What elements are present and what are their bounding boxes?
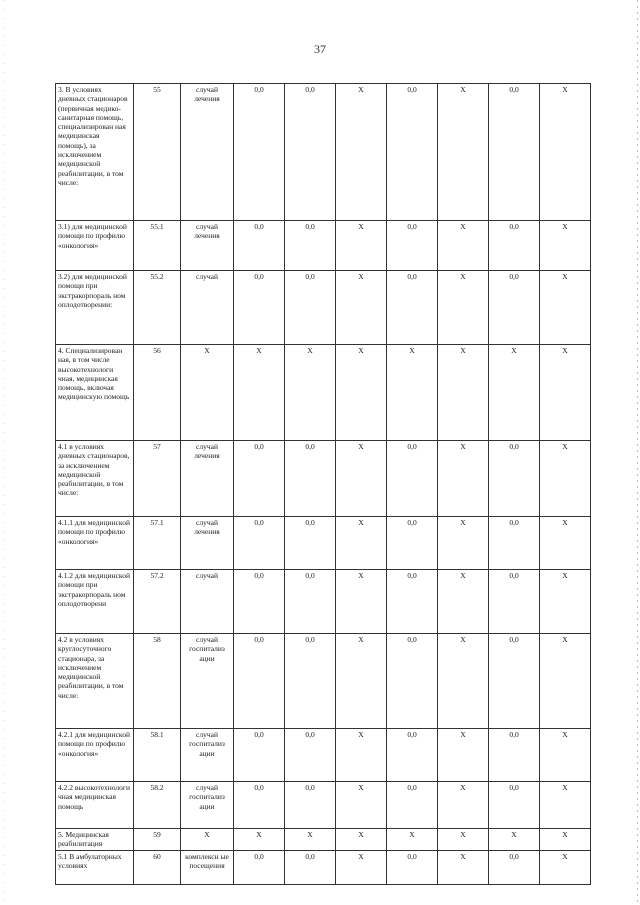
value-cell: X: [540, 345, 591, 441]
value-cell: X: [336, 517, 387, 570]
value-cell: 0,0: [387, 570, 438, 634]
row-name-cell: 3.1) для медицинской помощи по профилю «онкология»: [56, 221, 134, 271]
value-cell: 0,0: [387, 221, 438, 271]
value-cell: X: [285, 829, 336, 851]
value-cell: X: [540, 221, 591, 271]
unit-cell: случай лечения: [181, 517, 234, 570]
value-cell: X: [336, 850, 387, 884]
row-number-cell: 57.2: [134, 570, 181, 634]
page-number: 37: [314, 42, 326, 56]
unit-cell: случай: [181, 570, 234, 634]
value-cell: X: [336, 570, 387, 634]
value-cell: 0,0: [234, 570, 285, 634]
table-row: [56, 850, 591, 884]
row-number-cell: 58: [134, 634, 181, 729]
value-cell: 0,0: [285, 517, 336, 570]
value-cell: X: [438, 84, 489, 221]
value-cell: X: [336, 271, 387, 345]
value-cell: 0,0: [234, 782, 285, 829]
value-cell: 0,0: [234, 441, 285, 517]
value-cell: X: [540, 782, 591, 829]
value-cell: 0,0: [285, 850, 336, 884]
value-cell: 0,0: [234, 517, 285, 570]
value-cell: X: [438, 517, 489, 570]
table-row: [56, 782, 591, 829]
value-cell: 0,0: [285, 782, 336, 829]
value-cell: X: [489, 829, 540, 851]
value-cell: X: [438, 221, 489, 271]
value-cell: X: [387, 829, 438, 851]
value-cell: X: [540, 517, 591, 570]
row-number-cell: 58.2: [134, 782, 181, 829]
value-cell: 0,0: [285, 570, 336, 634]
unit-cell: случай: [181, 271, 234, 345]
value-cell: X: [438, 345, 489, 441]
unit-cell: случай лечения: [181, 221, 234, 271]
value-cell: X: [336, 84, 387, 221]
value-cell: 0,0: [489, 84, 540, 221]
value-cell: 0,0: [234, 84, 285, 221]
table-row: [56, 517, 591, 570]
row-name-cell: 4.1.1 для медицинской помощи по профилю «онкология»: [56, 517, 134, 570]
table-row: [56, 345, 591, 441]
row-number-cell: 57: [134, 441, 181, 517]
value-cell: 0,0: [489, 782, 540, 829]
value-cell: 0,0: [234, 221, 285, 271]
value-cell: X: [234, 345, 285, 441]
value-cell: X: [336, 634, 387, 729]
value-cell: X: [540, 729, 591, 782]
row-number-cell: 55.1: [134, 221, 181, 271]
value-cell: 0,0: [234, 729, 285, 782]
value-cell: X: [438, 570, 489, 634]
table-row: [56, 84, 591, 221]
value-cell: 0,0: [285, 271, 336, 345]
value-cell: 0,0: [285, 729, 336, 782]
value-cell: X: [438, 634, 489, 729]
row-name-cell: 3. В условиях дневных стационаров (первичная медико-санитарная помощь, специализирован ная медицинская помощь), за исключением медицинской реабилитации, в том числе:: [56, 84, 134, 221]
value-cell: X: [438, 729, 489, 782]
value-cell: 0,0: [234, 271, 285, 345]
value-cell: 0,0: [387, 84, 438, 221]
unit-cell: X: [181, 345, 234, 441]
value-cell: 0,0: [489, 570, 540, 634]
value-cell: X: [540, 570, 591, 634]
table-row: [56, 729, 591, 782]
value-cell: 0,0: [387, 729, 438, 782]
value-cell: 0,0: [387, 850, 438, 884]
row-name-cell: 5.1 В амбулаторных условиях: [56, 850, 134, 884]
value-cell: X: [540, 271, 591, 345]
value-cell: X: [285, 345, 336, 441]
value-cell: X: [489, 345, 540, 441]
scan-edge-left: [3, 0, 4, 905]
row-name-cell: 4.1 в условиях дневных стационаров, за исключением медицинской реабилитации, в том числе:: [56, 441, 134, 517]
data-table: [55, 83, 591, 885]
unit-cell: X: [181, 829, 234, 851]
value-cell: 0,0: [387, 441, 438, 517]
value-cell: 0,0: [285, 634, 336, 729]
table-row: [56, 221, 591, 271]
row-name-cell: 4.2 в условиях круглосуточного стационара, за исключением медицинской реабилитации, в том числе:: [56, 634, 134, 729]
table-body: [56, 84, 591, 885]
value-cell: X: [336, 729, 387, 782]
row-name-cell: 4.1.2 для медицинской помощи при экстракорпораль ном оплодотворени: [56, 570, 134, 634]
value-cell: X: [336, 782, 387, 829]
value-cell: 0,0: [387, 271, 438, 345]
value-cell: X: [540, 634, 591, 729]
value-cell: X: [438, 782, 489, 829]
value-cell: X: [387, 345, 438, 441]
value-cell: X: [540, 850, 591, 884]
value-cell: X: [540, 441, 591, 517]
value-cell: 0,0: [489, 441, 540, 517]
value-cell: 0,0: [234, 634, 285, 729]
value-cell: X: [540, 829, 591, 851]
value-cell: 0,0: [489, 850, 540, 884]
scan-edge-right: [637, 0, 638, 905]
table-row: [56, 634, 591, 729]
value-cell: X: [234, 829, 285, 851]
row-name-cell: 4.2.2 высокотехнологи чная медицинская помощь: [56, 782, 134, 829]
table-row: [56, 829, 591, 851]
value-cell: 0,0: [489, 634, 540, 729]
row-number-cell: 57.1: [134, 517, 181, 570]
row-number-cell: 55.2: [134, 271, 181, 345]
table-row: [56, 271, 591, 345]
unit-cell: случай госпитализ ации: [181, 729, 234, 782]
row-number-cell: 60: [134, 850, 181, 884]
value-cell: 0,0: [387, 782, 438, 829]
row-name-cell: 5. Медицинская реабилитация: [56, 829, 134, 851]
unit-cell: комплексн ые посещения: [181, 850, 234, 884]
row-name-cell: 4.2.1 для медицинской помощи по профилю «онкология»: [56, 729, 134, 782]
unit-cell: случай госпитализ ации: [181, 782, 234, 829]
row-name-cell: 4. Специализирован ная, в том числе высокотехнологи чная, медицинская помощь, включая медицинскую помощь: [56, 345, 134, 441]
value-cell: 0,0: [489, 729, 540, 782]
value-cell: X: [336, 829, 387, 851]
table-row: [56, 441, 591, 517]
value-cell: X: [438, 441, 489, 517]
value-cell: X: [438, 850, 489, 884]
value-cell: 0,0: [387, 634, 438, 729]
value-cell: 0,0: [489, 517, 540, 570]
value-cell: X: [336, 345, 387, 441]
value-cell: 0,0: [489, 221, 540, 271]
unit-cell: случай госпитализ ации: [181, 634, 234, 729]
value-cell: X: [438, 271, 489, 345]
value-cell: 0,0: [387, 517, 438, 570]
unit-cell: случай лечения: [181, 441, 234, 517]
row-name-cell: 3.2) для медицинской помощи при экстракорпораль ном оплодотворении:: [56, 271, 134, 345]
value-cell: X: [336, 441, 387, 517]
row-number-cell: 55: [134, 84, 181, 221]
unit-cell: случай лечения: [181, 84, 234, 221]
table-row: [56, 570, 591, 634]
value-cell: X: [438, 829, 489, 851]
value-cell: 0,0: [285, 221, 336, 271]
row-number-cell: 56: [134, 345, 181, 441]
value-cell: 0,0: [489, 271, 540, 345]
value-cell: X: [540, 84, 591, 221]
value-cell: 0,0: [234, 850, 285, 884]
value-cell: 0,0: [285, 441, 336, 517]
value-cell: X: [336, 221, 387, 271]
row-number-cell: 58.1: [134, 729, 181, 782]
row-number-cell: 59: [134, 829, 181, 851]
value-cell: 0,0: [285, 84, 336, 221]
